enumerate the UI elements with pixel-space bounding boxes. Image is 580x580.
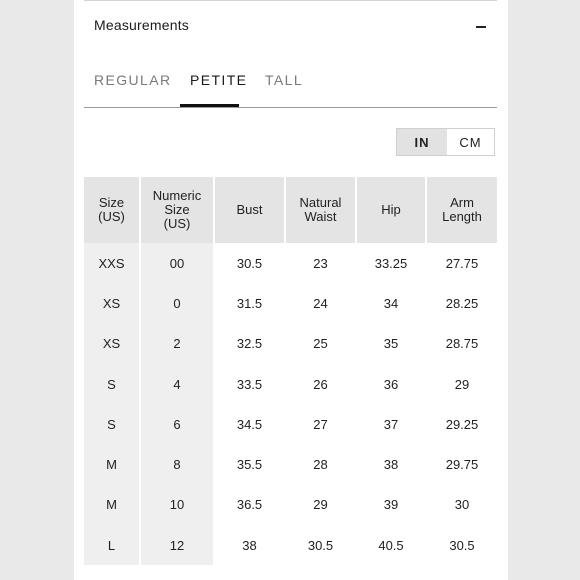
header-arm-length [426, 177, 497, 243]
cell-bust: 38 [214, 525, 285, 565]
cell-numeric-size: 2 [140, 324, 214, 364]
cell-natural-waist: 29 [285, 485, 356, 525]
active-tab-indicator [180, 104, 239, 107]
cell-bust: 36.5 [214, 485, 285, 525]
header-text-line: Arm [450, 195, 474, 210]
cell-hip: 40.5 [356, 525, 426, 565]
table-row [84, 444, 497, 484]
top-divider [84, 0, 497, 1]
header-text-line: Hip [381, 202, 401, 217]
header-size-us [84, 177, 140, 243]
cell-size: XS [84, 283, 140, 323]
unit-in-button[interactable]: IN [397, 129, 447, 155]
cell-arm-length: 30 [454, 497, 470, 513]
size-chart-table [84, 177, 497, 565]
minus-icon[interactable] [476, 26, 486, 28]
cell-size: M [84, 444, 140, 484]
cell-bust: 30.5 [214, 243, 285, 283]
table-row [84, 485, 497, 525]
table-row [84, 243, 497, 283]
cell-bust: 33.5 [214, 364, 285, 404]
unit-toggle [396, 128, 495, 156]
cell-natural-waist: 25 [285, 324, 356, 364]
cell-numeric-size: 6 [140, 404, 214, 444]
header-numeric-size-us [140, 177, 214, 243]
header-text-line: Natural [299, 195, 342, 210]
cell-numeric-size: 8 [140, 444, 214, 484]
cell-hip: 37 [356, 404, 426, 444]
cell-size: L [84, 525, 140, 565]
header-text-line: (US) [163, 216, 191, 231]
cell-arm-length: 29.75 [445, 457, 479, 473]
cell-numeric-size: 0 [140, 283, 214, 323]
cell-natural-waist: 24 [285, 283, 356, 323]
cell-numeric-size: 4 [140, 364, 214, 404]
cell-arm-length: 29 [454, 376, 470, 392]
cell-hip: 39 [356, 485, 426, 525]
cell-natural-waist: 27 [285, 404, 356, 444]
cell-hip: 33.25 [356, 243, 426, 283]
cell-arm-length: 27.75 [445, 255, 479, 271]
header-bust [214, 177, 285, 243]
cell-arm-length: 28.25 [445, 295, 479, 311]
table-row [84, 525, 497, 565]
header-text-line: Length [442, 209, 482, 224]
cell-hip: 35 [356, 324, 426, 364]
header-text-line: Bust [236, 202, 263, 217]
tab-regular[interactable]: REGULAR [94, 72, 172, 88]
cell-bust: 31.5 [214, 283, 285, 323]
cell-natural-waist: 23 [285, 243, 356, 283]
cell-natural-waist: 30.5 [285, 525, 356, 565]
cell-size: XXS [84, 243, 140, 283]
cell-arm-length: 29.25 [445, 416, 479, 432]
header-text-line: Waist [304, 209, 337, 224]
header-text-line: (US) [98, 209, 125, 224]
fit-tabs [84, 64, 497, 108]
cell-numeric-size: 12 [140, 525, 214, 565]
measurements-header[interactable] [94, 17, 494, 37]
tab-petite[interactable]: PETITE [190, 72, 248, 88]
measurements-title: Measurements [94, 17, 189, 33]
table-row [84, 404, 497, 444]
cell-arm-length: 28.75 [445, 336, 479, 352]
cell-size: S [84, 404, 140, 444]
cell-arm-length: 30.5 [449, 537, 475, 553]
header-hip [356, 177, 426, 243]
table-body [84, 243, 497, 565]
unit-cm-button[interactable]: CM [459, 134, 482, 150]
header-text-line: Size [164, 202, 190, 217]
cell-hip: 36 [356, 364, 426, 404]
tab-tall[interactable]: TALL [265, 72, 304, 88]
cell-size: S [84, 364, 140, 404]
cell-bust: 32.5 [214, 324, 285, 364]
cell-natural-waist: 28 [285, 444, 356, 484]
table-row [84, 364, 497, 404]
header-text-line: Size [98, 195, 125, 210]
table-row [84, 283, 497, 323]
cell-size: M [84, 485, 140, 525]
header-natural-waist [285, 177, 356, 243]
cell-numeric-size: 00 [140, 243, 214, 283]
cell-natural-waist: 26 [285, 364, 356, 404]
header-text-line: Numeric [152, 188, 202, 203]
cell-size: XS [84, 324, 140, 364]
cell-numeric-size: 10 [140, 485, 214, 525]
table-row [84, 324, 497, 364]
cell-hip: 38 [356, 444, 426, 484]
cell-hip: 34 [356, 283, 426, 323]
cell-bust: 35.5 [214, 444, 285, 484]
table-header-row [84, 177, 497, 243]
cell-bust: 34.5 [214, 404, 285, 444]
